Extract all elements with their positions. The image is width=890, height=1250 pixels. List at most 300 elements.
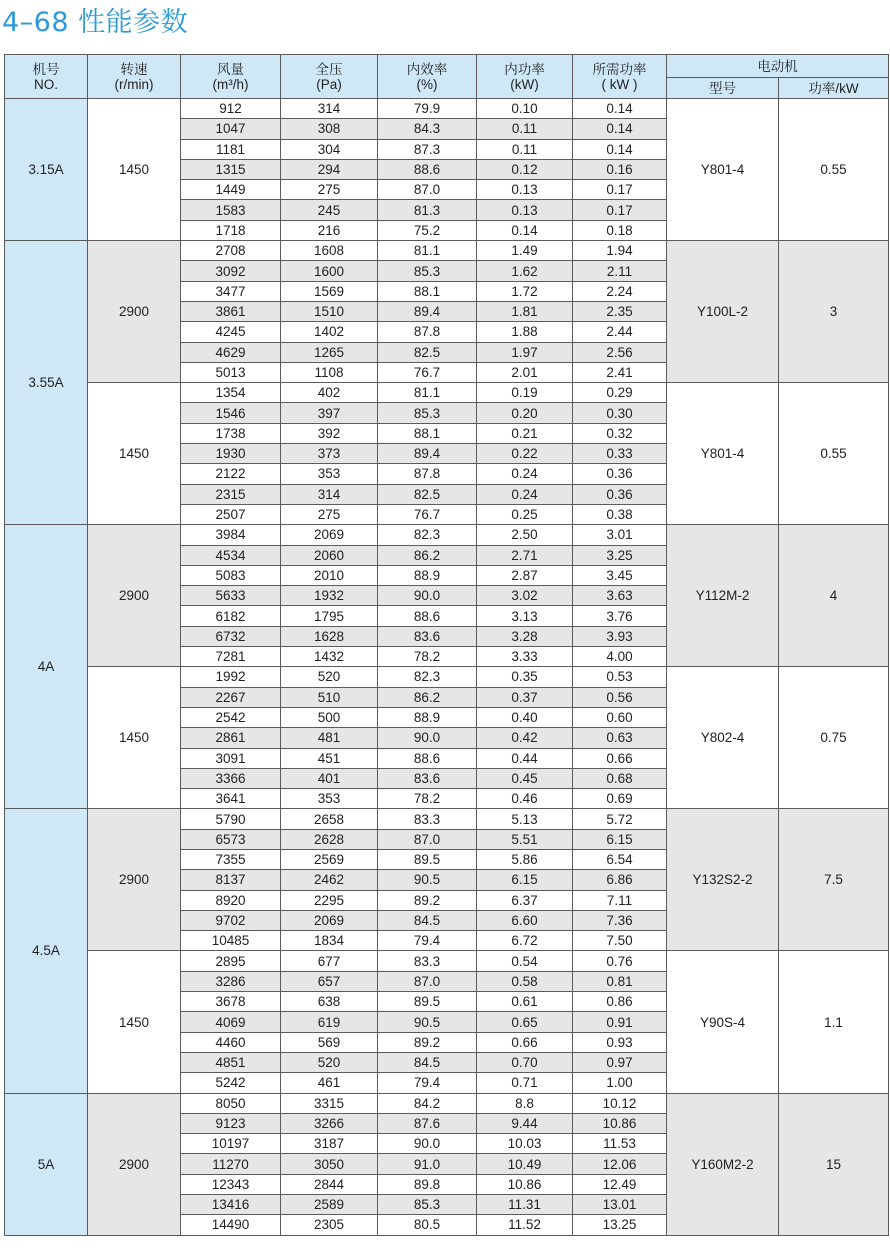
motor-power-cell: 1.1 bbox=[779, 951, 889, 1093]
machine-no-cell: 5A bbox=[5, 1093, 88, 1235]
inner-power-cell: 6.72 bbox=[477, 931, 573, 951]
pressure-cell: 353 bbox=[281, 789, 378, 809]
table-row bbox=[5, 1093, 889, 1113]
table-row bbox=[5, 383, 889, 403]
required-power-cell: 2.41 bbox=[573, 362, 667, 382]
required-power-cell: 0.63 bbox=[573, 728, 667, 748]
motor-power-cell: 15 bbox=[779, 1093, 889, 1235]
required-power-cell: 5.72 bbox=[573, 809, 667, 829]
flow-cell: 9702 bbox=[181, 910, 281, 930]
header-motor-model: 型号 bbox=[667, 78, 779, 99]
pressure-cell: 2628 bbox=[281, 829, 378, 849]
efficiency-cell: 87.3 bbox=[378, 139, 477, 159]
pressure-cell: 1932 bbox=[281, 586, 378, 606]
efficiency-cell: 90.5 bbox=[378, 1012, 477, 1032]
motor-model-cell: Y160M2-2 bbox=[667, 1093, 779, 1235]
pressure-cell: 3187 bbox=[281, 1134, 378, 1154]
required-power-cell: 0.17 bbox=[573, 180, 667, 200]
inner-power-cell: 0.70 bbox=[477, 1052, 573, 1072]
efficiency-cell: 89.4 bbox=[378, 301, 477, 321]
motor-power-cell: 0.75 bbox=[779, 667, 889, 809]
efficiency-cell: 86.2 bbox=[378, 545, 477, 565]
pressure-cell: 1569 bbox=[281, 281, 378, 301]
flow-cell: 11270 bbox=[181, 1154, 281, 1174]
flow-cell: 1449 bbox=[181, 180, 281, 200]
required-power-cell: 0.14 bbox=[573, 139, 667, 159]
flow-cell: 5790 bbox=[181, 809, 281, 829]
required-power-cell: 2.35 bbox=[573, 301, 667, 321]
pressure-cell: 619 bbox=[281, 1012, 378, 1032]
required-power-cell: 0.38 bbox=[573, 504, 667, 524]
motor-power-cell: 4 bbox=[779, 525, 889, 667]
required-power-cell: 1.00 bbox=[573, 1073, 667, 1093]
flow-cell: 1992 bbox=[181, 667, 281, 687]
inner-power-cell: 0.21 bbox=[477, 423, 573, 443]
machine-no-cell: 3.55A bbox=[5, 241, 88, 525]
inner-power-cell: 0.71 bbox=[477, 1073, 573, 1093]
flow-cell: 2122 bbox=[181, 464, 281, 484]
header-pressure: 全压 (Pa) bbox=[281, 55, 378, 99]
efficiency-cell: 90.0 bbox=[378, 1134, 477, 1154]
efficiency-cell: 82.5 bbox=[378, 484, 477, 504]
inner-power-cell: 1.88 bbox=[477, 322, 573, 342]
motor-power-cell: 7.5 bbox=[779, 809, 889, 951]
inner-power-cell: 0.12 bbox=[477, 159, 573, 179]
efficiency-cell: 88.1 bbox=[378, 281, 477, 301]
inner-power-cell: 0.46 bbox=[477, 789, 573, 809]
header-required-power: 所需功率 ( kW ) bbox=[573, 55, 667, 99]
efficiency-cell: 88.6 bbox=[378, 159, 477, 179]
flow-cell: 6182 bbox=[181, 606, 281, 626]
header-efficiency: 内效率 (%) bbox=[378, 55, 477, 99]
flow-cell: 912 bbox=[181, 99, 281, 119]
pressure-cell: 216 bbox=[281, 220, 378, 240]
flow-cell: 1354 bbox=[181, 383, 281, 403]
pressure-cell: 1402 bbox=[281, 322, 378, 342]
pressure-cell: 2589 bbox=[281, 1195, 378, 1215]
inner-power-cell: 1.62 bbox=[477, 261, 573, 281]
flow-cell: 4245 bbox=[181, 322, 281, 342]
table-header bbox=[5, 55, 889, 99]
required-power-cell: 0.29 bbox=[573, 383, 667, 403]
speed-cell: 1450 bbox=[88, 951, 181, 1093]
required-power-cell: 0.36 bbox=[573, 464, 667, 484]
inner-power-cell: 2.87 bbox=[477, 565, 573, 585]
pressure-cell: 401 bbox=[281, 768, 378, 788]
required-power-cell: 3.25 bbox=[573, 545, 667, 565]
inner-power-cell: 0.20 bbox=[477, 403, 573, 423]
inner-power-cell: 0.14 bbox=[477, 220, 573, 240]
required-power-cell: 2.56 bbox=[573, 342, 667, 362]
flow-cell: 3091 bbox=[181, 748, 281, 768]
required-power-cell: 0.76 bbox=[573, 951, 667, 971]
efficiency-cell: 81.1 bbox=[378, 241, 477, 261]
inner-power-cell: 0.58 bbox=[477, 971, 573, 991]
pressure-cell: 294 bbox=[281, 159, 378, 179]
required-power-cell: 3.76 bbox=[573, 606, 667, 626]
flow-cell: 3678 bbox=[181, 992, 281, 1012]
pressure-cell: 314 bbox=[281, 99, 378, 119]
required-power-cell: 0.93 bbox=[573, 1032, 667, 1052]
required-power-cell: 0.81 bbox=[573, 971, 667, 991]
required-power-cell: 2.44 bbox=[573, 322, 667, 342]
efficiency-cell: 80.5 bbox=[378, 1215, 477, 1235]
flow-cell: 4460 bbox=[181, 1032, 281, 1052]
flow-cell: 5633 bbox=[181, 586, 281, 606]
inner-power-cell: 10.03 bbox=[477, 1134, 573, 1154]
efficiency-cell: 87.0 bbox=[378, 180, 477, 200]
pressure-cell: 510 bbox=[281, 687, 378, 707]
pressure-cell: 1600 bbox=[281, 261, 378, 281]
required-power-cell: 13.25 bbox=[573, 1215, 667, 1235]
inner-power-cell: 0.24 bbox=[477, 464, 573, 484]
efficiency-cell: 83.3 bbox=[378, 951, 477, 971]
required-power-cell: 11.53 bbox=[573, 1134, 667, 1154]
required-power-cell: 0.60 bbox=[573, 707, 667, 727]
pressure-cell: 2069 bbox=[281, 525, 378, 545]
pressure-cell: 2010 bbox=[281, 565, 378, 585]
flow-cell: 3984 bbox=[181, 525, 281, 545]
efficiency-cell: 81.1 bbox=[378, 383, 477, 403]
table-row bbox=[5, 241, 889, 261]
flow-cell: 2315 bbox=[181, 484, 281, 504]
inner-power-cell: 0.54 bbox=[477, 951, 573, 971]
efficiency-cell: 78.2 bbox=[378, 647, 477, 667]
header-motor-power: 功率/kW bbox=[779, 78, 889, 99]
pressure-cell: 1834 bbox=[281, 931, 378, 951]
motor-model-cell: Y132S2-2 bbox=[667, 809, 779, 951]
speed-cell: 1450 bbox=[88, 383, 181, 525]
header-motor: 电动机 bbox=[667, 55, 889, 78]
pressure-cell: 3315 bbox=[281, 1093, 378, 1113]
required-power-cell: 0.56 bbox=[573, 687, 667, 707]
efficiency-cell: 88.9 bbox=[378, 565, 477, 585]
inner-power-cell: 0.13 bbox=[477, 180, 573, 200]
performance-table bbox=[4, 54, 889, 1236]
inner-power-cell: 9.44 bbox=[477, 1113, 573, 1133]
required-power-cell: 6.54 bbox=[573, 849, 667, 869]
inner-power-cell: 0.24 bbox=[477, 484, 573, 504]
pressure-cell: 1608 bbox=[281, 241, 378, 261]
inner-power-cell: 2.01 bbox=[477, 362, 573, 382]
pressure-cell: 2569 bbox=[281, 849, 378, 869]
required-power-cell: 0.36 bbox=[573, 484, 667, 504]
required-power-cell: 0.30 bbox=[573, 403, 667, 423]
required-power-cell: 0.91 bbox=[573, 1012, 667, 1032]
inner-power-cell: 1.72 bbox=[477, 281, 573, 301]
required-power-cell: 6.15 bbox=[573, 829, 667, 849]
required-power-cell: 3.45 bbox=[573, 565, 667, 585]
efficiency-cell: 75.2 bbox=[378, 220, 477, 240]
required-power-cell: 0.32 bbox=[573, 423, 667, 443]
efficiency-cell: 79.4 bbox=[378, 1073, 477, 1093]
inner-power-cell: 0.19 bbox=[477, 383, 573, 403]
pressure-cell: 451 bbox=[281, 748, 378, 768]
flow-cell: 6573 bbox=[181, 829, 281, 849]
required-power-cell: 3.93 bbox=[573, 626, 667, 646]
inner-power-cell: 0.61 bbox=[477, 992, 573, 1012]
required-power-cell: 13.01 bbox=[573, 1195, 667, 1215]
header-inner-power: 内功率 (kW) bbox=[477, 55, 573, 99]
motor-model-cell: Y90S-4 bbox=[667, 951, 779, 1093]
efficiency-cell: 76.7 bbox=[378, 362, 477, 382]
pressure-cell: 275 bbox=[281, 180, 378, 200]
inner-power-cell: 11.52 bbox=[477, 1215, 573, 1235]
pressure-cell: 2462 bbox=[281, 870, 378, 890]
machine-no-cell: 3.15A bbox=[5, 99, 88, 241]
required-power-cell: 0.16 bbox=[573, 159, 667, 179]
flow-cell: 4851 bbox=[181, 1052, 281, 1072]
required-power-cell: 7.50 bbox=[573, 931, 667, 951]
pressure-cell: 1795 bbox=[281, 606, 378, 626]
efficiency-cell: 89.8 bbox=[378, 1174, 477, 1194]
inner-power-cell: 0.42 bbox=[477, 728, 573, 748]
efficiency-cell: 87.8 bbox=[378, 322, 477, 342]
efficiency-cell: 84.2 bbox=[378, 1093, 477, 1113]
pressure-cell: 500 bbox=[281, 707, 378, 727]
inner-power-cell: 0.11 bbox=[477, 139, 573, 159]
inner-power-cell: 1.81 bbox=[477, 301, 573, 321]
required-power-cell: 4.00 bbox=[573, 647, 667, 667]
efficiency-cell: 84.5 bbox=[378, 910, 477, 930]
efficiency-cell: 89.5 bbox=[378, 849, 477, 869]
efficiency-cell: 83.6 bbox=[378, 626, 477, 646]
pressure-cell: 353 bbox=[281, 464, 378, 484]
flow-cell: 2708 bbox=[181, 241, 281, 261]
flow-cell: 1315 bbox=[181, 159, 281, 179]
required-power-cell: 7.36 bbox=[573, 910, 667, 930]
inner-power-cell: 0.13 bbox=[477, 200, 573, 220]
pressure-cell: 481 bbox=[281, 728, 378, 748]
inner-power-cell: 0.65 bbox=[477, 1012, 573, 1032]
flow-cell: 8137 bbox=[181, 870, 281, 890]
efficiency-cell: 85.3 bbox=[378, 261, 477, 281]
pressure-cell: 3050 bbox=[281, 1154, 378, 1174]
required-power-cell: 0.66 bbox=[573, 748, 667, 768]
efficiency-cell: 79.9 bbox=[378, 99, 477, 119]
efficiency-cell: 90.0 bbox=[378, 586, 477, 606]
pressure-cell: 402 bbox=[281, 383, 378, 403]
flow-cell: 2861 bbox=[181, 728, 281, 748]
inner-power-cell: 1.49 bbox=[477, 241, 573, 261]
pressure-cell: 638 bbox=[281, 992, 378, 1012]
speed-cell: 2900 bbox=[88, 525, 181, 667]
pressure-cell: 520 bbox=[281, 667, 378, 687]
inner-power-cell: 0.66 bbox=[477, 1032, 573, 1052]
efficiency-cell: 89.4 bbox=[378, 444, 477, 464]
inner-power-cell: 10.49 bbox=[477, 1154, 573, 1174]
required-power-cell: 0.33 bbox=[573, 444, 667, 464]
inner-power-cell: 0.22 bbox=[477, 444, 573, 464]
efficiency-cell: 88.1 bbox=[378, 423, 477, 443]
pressure-cell: 397 bbox=[281, 403, 378, 423]
inner-power-cell: 3.33 bbox=[477, 647, 573, 667]
required-power-cell: 7.11 bbox=[573, 890, 667, 910]
efficiency-cell: 89.2 bbox=[378, 1032, 477, 1052]
inner-power-cell: 5.13 bbox=[477, 809, 573, 829]
required-power-cell: 12.06 bbox=[573, 1154, 667, 1174]
flow-cell: 3286 bbox=[181, 971, 281, 991]
pressure-cell: 314 bbox=[281, 484, 378, 504]
inner-power-cell: 0.40 bbox=[477, 707, 573, 727]
pressure-cell: 304 bbox=[281, 139, 378, 159]
flow-cell: 8050 bbox=[181, 1093, 281, 1113]
required-power-cell: 0.68 bbox=[573, 768, 667, 788]
flow-cell: 2507 bbox=[181, 504, 281, 524]
efficiency-cell: 82.3 bbox=[378, 667, 477, 687]
inner-power-cell: 0.37 bbox=[477, 687, 573, 707]
flow-cell: 5013 bbox=[181, 362, 281, 382]
inner-power-cell: 2.50 bbox=[477, 525, 573, 545]
efficiency-cell: 87.0 bbox=[378, 971, 477, 991]
efficiency-cell: 82.5 bbox=[378, 342, 477, 362]
flow-cell: 2267 bbox=[181, 687, 281, 707]
efficiency-cell: 83.6 bbox=[378, 768, 477, 788]
flow-cell: 10197 bbox=[181, 1134, 281, 1154]
flow-cell: 1930 bbox=[181, 444, 281, 464]
flow-cell: 3092 bbox=[181, 261, 281, 281]
pressure-cell: 2844 bbox=[281, 1174, 378, 1194]
flow-cell: 7355 bbox=[181, 849, 281, 869]
speed-cell: 2900 bbox=[88, 1093, 181, 1235]
efficiency-cell: 91.0 bbox=[378, 1154, 477, 1174]
inner-power-cell: 6.60 bbox=[477, 910, 573, 930]
table-body bbox=[5, 99, 889, 1236]
motor-model-cell: Y801-4 bbox=[667, 383, 779, 525]
required-power-cell: 10.86 bbox=[573, 1113, 667, 1133]
efficiency-cell: 90.5 bbox=[378, 870, 477, 890]
flow-cell: 1718 bbox=[181, 220, 281, 240]
table-row bbox=[5, 667, 889, 687]
flow-cell: 5242 bbox=[181, 1073, 281, 1093]
efficiency-cell: 89.2 bbox=[378, 890, 477, 910]
required-power-cell: 3.63 bbox=[573, 586, 667, 606]
flow-cell: 6732 bbox=[181, 626, 281, 646]
required-power-cell: 1.94 bbox=[573, 241, 667, 261]
pressure-cell: 520 bbox=[281, 1052, 378, 1072]
flow-cell: 4069 bbox=[181, 1012, 281, 1032]
inner-power-cell: 3.02 bbox=[477, 586, 573, 606]
flow-cell: 1181 bbox=[181, 139, 281, 159]
flow-cell: 14490 bbox=[181, 1215, 281, 1235]
header-flow: 风量 (m³/h) bbox=[181, 55, 281, 99]
pressure-cell: 2069 bbox=[281, 910, 378, 930]
efficiency-cell: 82.3 bbox=[378, 525, 477, 545]
motor-model-cell: Y802-4 bbox=[667, 667, 779, 809]
inner-power-cell: 0.35 bbox=[477, 667, 573, 687]
flow-cell: 13416 bbox=[181, 1195, 281, 1215]
efficiency-cell: 90.0 bbox=[378, 728, 477, 748]
required-power-cell: 0.14 bbox=[573, 119, 667, 139]
flow-cell: 1546 bbox=[181, 403, 281, 423]
efficiency-cell: 85.3 bbox=[378, 1195, 477, 1215]
pressure-cell: 657 bbox=[281, 971, 378, 991]
flow-cell: 3477 bbox=[181, 281, 281, 301]
motor-power-cell: 0.55 bbox=[779, 383, 889, 525]
flow-cell: 5083 bbox=[181, 565, 281, 585]
efficiency-cell: 84.3 bbox=[378, 119, 477, 139]
required-power-cell: 0.86 bbox=[573, 992, 667, 1012]
flow-cell: 4534 bbox=[181, 545, 281, 565]
required-power-cell: 3.01 bbox=[573, 525, 667, 545]
table-row bbox=[5, 809, 889, 829]
flow-cell: 3641 bbox=[181, 789, 281, 809]
required-power-cell: 2.24 bbox=[573, 281, 667, 301]
pressure-cell: 3266 bbox=[281, 1113, 378, 1133]
required-power-cell: 0.53 bbox=[573, 667, 667, 687]
header-speed: 转速 (r/min) bbox=[88, 55, 181, 99]
inner-power-cell: 0.25 bbox=[477, 504, 573, 524]
inner-power-cell: 2.71 bbox=[477, 545, 573, 565]
pressure-cell: 2060 bbox=[281, 545, 378, 565]
pressure-cell: 1510 bbox=[281, 301, 378, 321]
efficiency-cell: 76.7 bbox=[378, 504, 477, 524]
flow-cell: 1583 bbox=[181, 200, 281, 220]
efficiency-cell: 88.6 bbox=[378, 748, 477, 768]
efficiency-cell: 89.5 bbox=[378, 992, 477, 1012]
inner-power-cell: 3.13 bbox=[477, 606, 573, 626]
pressure-cell: 373 bbox=[281, 444, 378, 464]
inner-power-cell: 6.37 bbox=[477, 890, 573, 910]
efficiency-cell: 86.2 bbox=[378, 687, 477, 707]
speed-cell: 1450 bbox=[88, 99, 181, 241]
flow-cell: 3366 bbox=[181, 768, 281, 788]
inner-power-cell: 3.28 bbox=[477, 626, 573, 646]
pressure-cell: 1108 bbox=[281, 362, 378, 382]
motor-power-cell: 0.55 bbox=[779, 99, 889, 241]
table-row bbox=[5, 99, 889, 119]
table-row bbox=[5, 951, 889, 971]
flow-cell: 12343 bbox=[181, 1174, 281, 1194]
pressure-cell: 1628 bbox=[281, 626, 378, 646]
required-power-cell: 0.17 bbox=[573, 200, 667, 220]
speed-cell: 2900 bbox=[88, 809, 181, 951]
pressure-cell: 392 bbox=[281, 423, 378, 443]
motor-model-cell: Y100L-2 bbox=[667, 241, 779, 383]
machine-no-cell: 4.5A bbox=[5, 809, 88, 1093]
speed-cell: 2900 bbox=[88, 241, 181, 383]
inner-power-cell: 11.31 bbox=[477, 1195, 573, 1215]
inner-power-cell: 5.86 bbox=[477, 849, 573, 869]
table-row bbox=[5, 525, 889, 545]
pressure-cell: 1265 bbox=[281, 342, 378, 362]
required-power-cell: 0.69 bbox=[573, 789, 667, 809]
pressure-cell: 569 bbox=[281, 1032, 378, 1052]
pressure-cell: 275 bbox=[281, 504, 378, 524]
efficiency-cell: 88.9 bbox=[378, 707, 477, 727]
flow-cell: 8920 bbox=[181, 890, 281, 910]
pressure-cell: 2658 bbox=[281, 809, 378, 829]
header-no: 机号 NO. bbox=[5, 55, 88, 99]
flow-cell: 9123 bbox=[181, 1113, 281, 1133]
flow-cell: 1738 bbox=[181, 423, 281, 443]
motor-power-cell: 3 bbox=[779, 241, 889, 383]
required-power-cell: 12.49 bbox=[573, 1174, 667, 1194]
pressure-cell: 308 bbox=[281, 119, 378, 139]
required-power-cell: 0.14 bbox=[573, 99, 667, 119]
required-power-cell: 2.11 bbox=[573, 261, 667, 281]
inner-power-cell: 5.51 bbox=[477, 829, 573, 849]
machine-no-cell: 4A bbox=[5, 525, 88, 809]
efficiency-cell: 88.6 bbox=[378, 606, 477, 626]
inner-power-cell: 0.45 bbox=[477, 768, 573, 788]
efficiency-cell: 85.3 bbox=[378, 403, 477, 423]
inner-power-cell: 6.15 bbox=[477, 870, 573, 890]
pressure-cell: 2305 bbox=[281, 1215, 378, 1235]
required-power-cell: 0.97 bbox=[573, 1052, 667, 1072]
motor-model-cell: Y801-4 bbox=[667, 99, 779, 241]
inner-power-cell: 0.10 bbox=[477, 99, 573, 119]
